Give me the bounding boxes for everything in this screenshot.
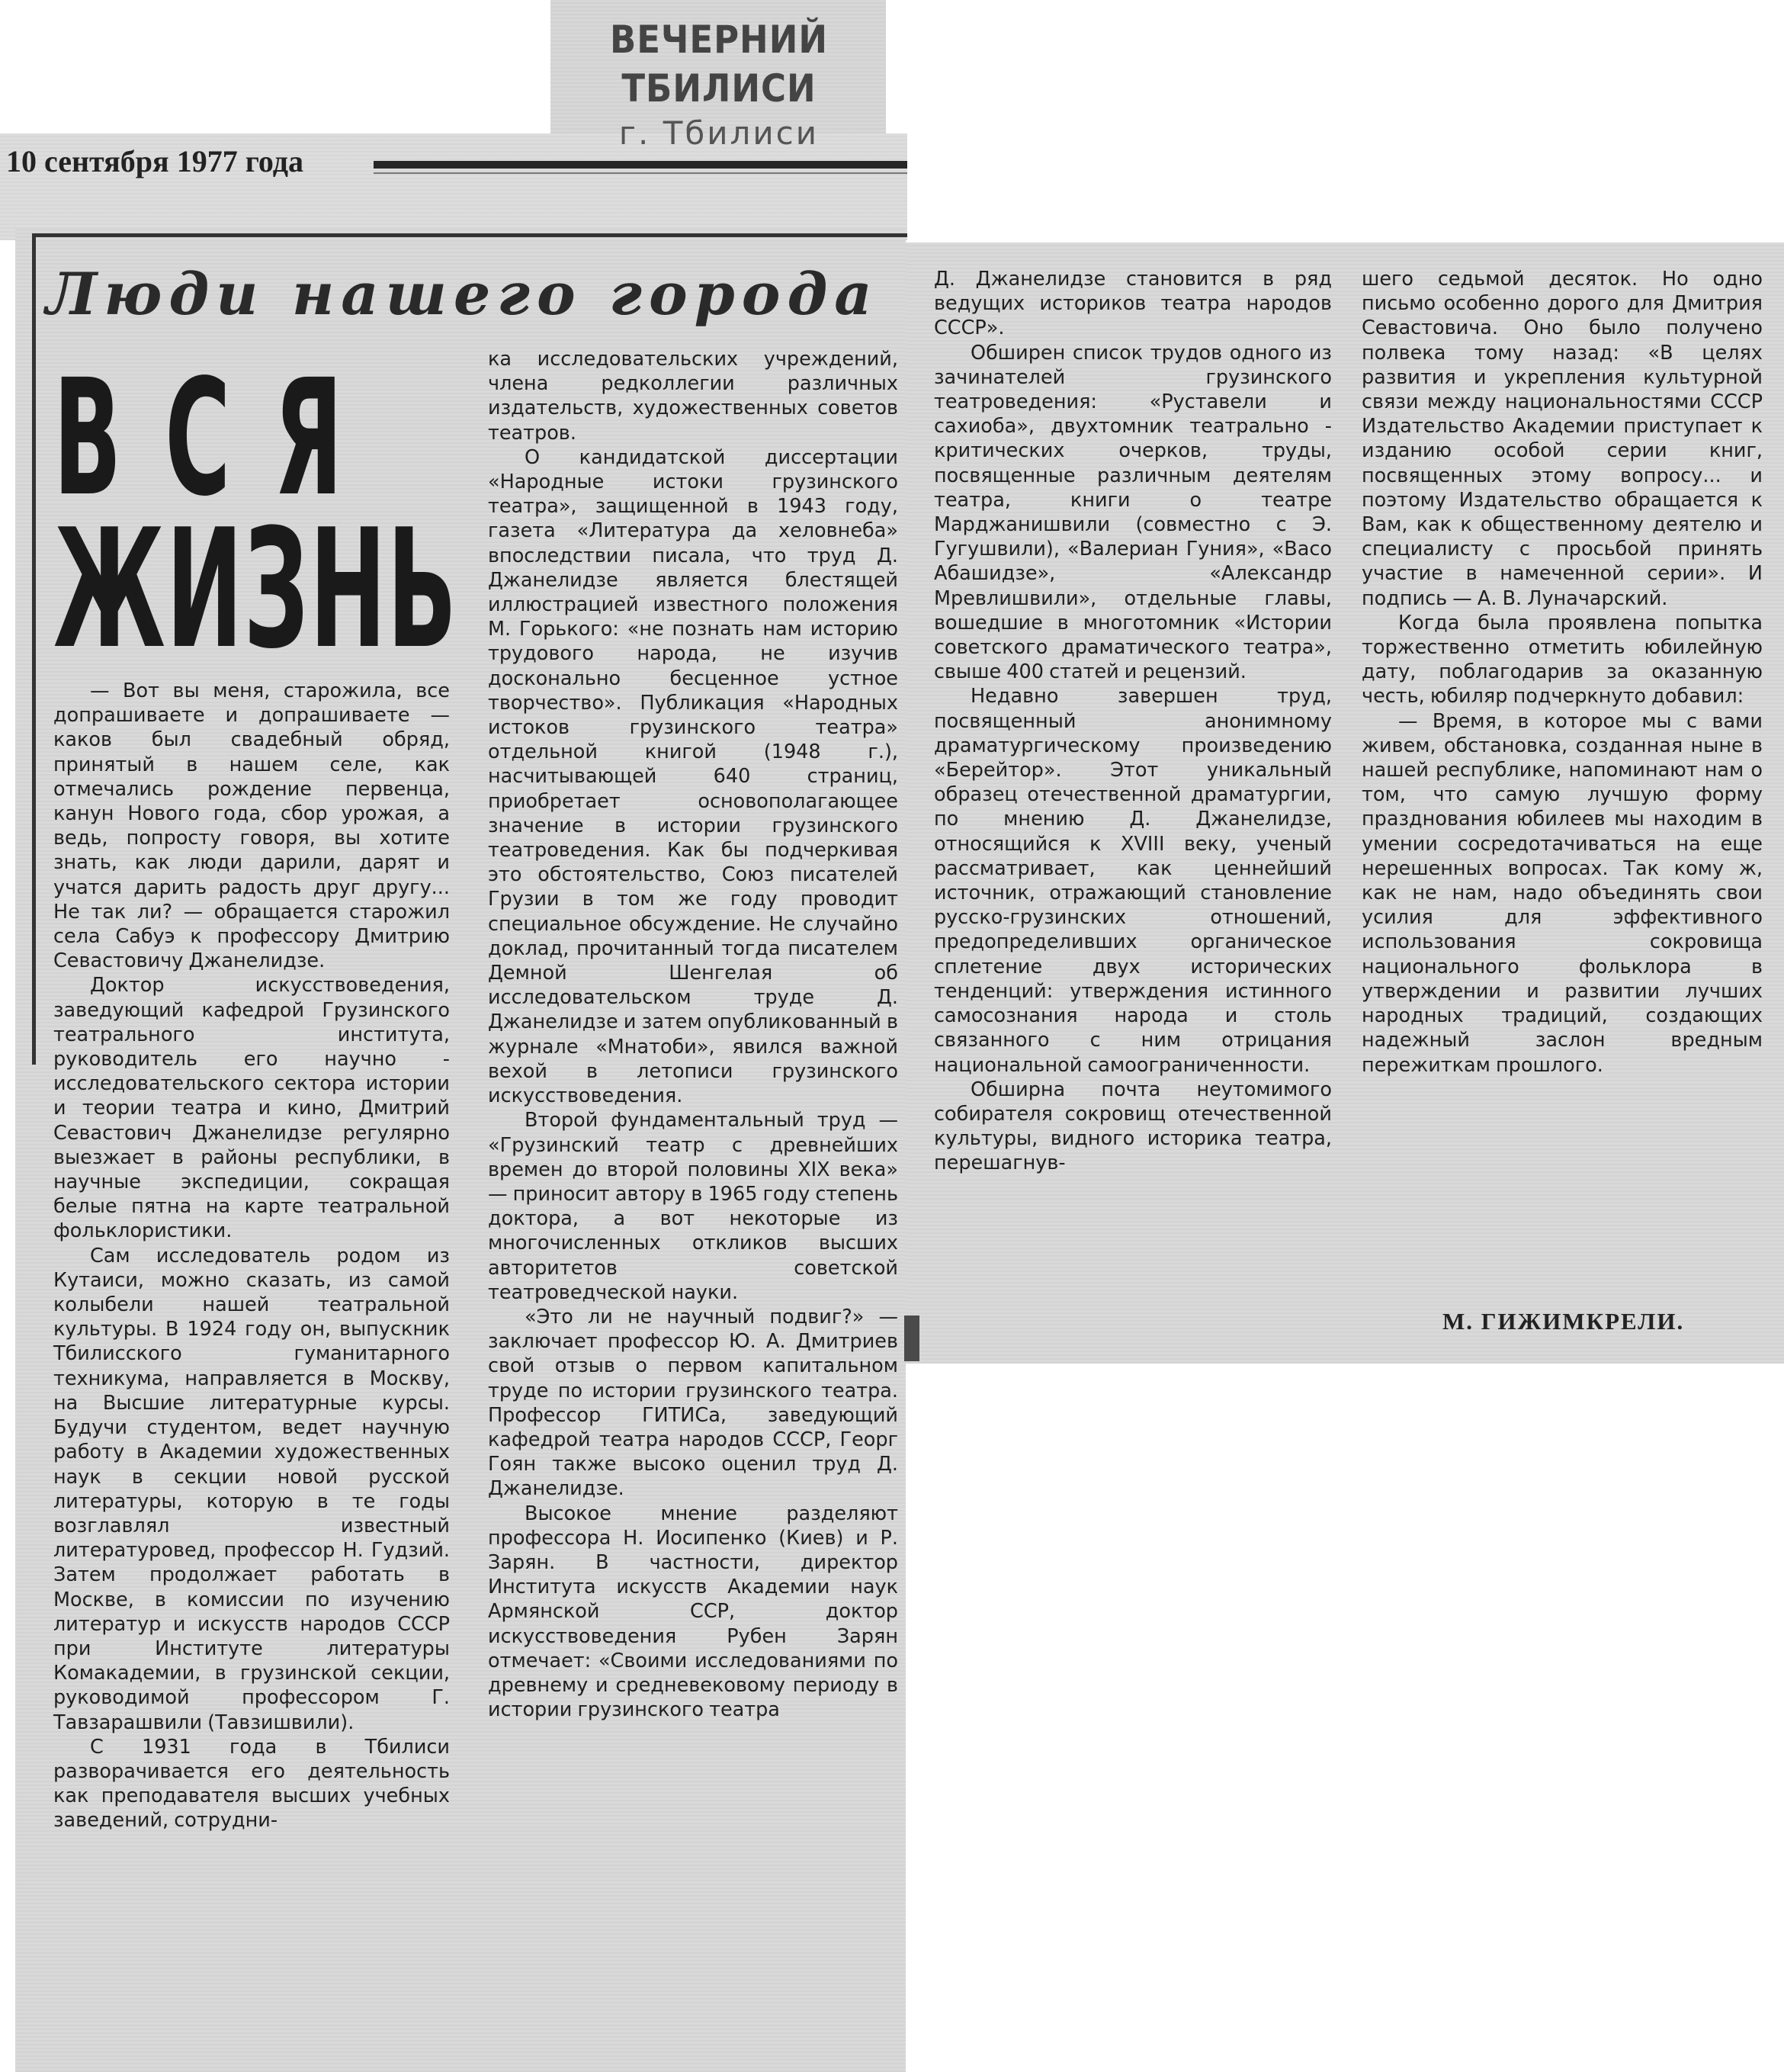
paragraph: ка исследовательских учреждений, члена редколлегии различных издательств, художественных советов театров. — [488, 348, 898, 445]
stamp-newspaper-name: ВЕЧЕРНИЙ ТБИЛИСИ — [609, 18, 828, 111]
paragraph: Доктор искусствоведения, заведующий кафедрой Грузинского театрального института, руководитель его научно - исследовательского сектора истории и теории театра и кино, Дмитрий Севастович Джанелидзе регулярно выезжает в районы республики, в научные экспедиции, сокращая белые пятна на карте театральной фольклористики. — [53, 974, 450, 1243]
paragraph: С 1931 года в Тбилиси разворачивается его деятельность как преподавателя высших учебных заведений, сотрудни- — [53, 1735, 450, 1833]
paragraph: Недавно завершен труд, посвященный анонимному драматургическому произведению «Берейтор». Этот уникальный образец отечественной драматургии, по мнению Д. Джанелидзе, относящийся к XVIII веку, ученый рассматривает, как ценнейший источник, отражающий становление русско-грузинских отношений, предопределивших органическое сплетение двух исторических тенденций: утверждения истинного самосознания народа и столь связанного с ним отрицания национальной самоограниченности. — [934, 685, 1332, 1077]
paragraph: Когда была проявлена попытка торжественно отметить юбилейную дату, поблагодарив за оказанную честь, юбиляр подчеркнуто добавил: — [1362, 611, 1763, 708]
article-column-1 — [53, 679, 450, 1833]
clipping-shadow — [904, 1315, 919, 1361]
article-column-4 — [1362, 267, 1763, 1078]
paragraph: «Это ли не научный подвиг?» — заключает профессор Ю. А. Дмитриев свой отзыв о первом капитальном труде по истории грузинского театра. Профессор ГИТИСа, заведующий кафедрой театра народов СССР, Георг Гоян также высоко оценил труд Д. Джанелидзе. — [488, 1305, 898, 1501]
paragraph: Сам исследователь родом из Кутаиси, можно сказать, из самой колыбели нашей театральной культуры. В 1924 году он, выпускник Тбилисского гуманитарного техникума, направляется в Москву, на Высшие литературные курсы. Будучи студентом, ведет научную работу в Академии художественных наук в секции новой русской литературы, которую в те годы возглавлял известный литературовед, профессор Н. Гудзий. Затем продолжает работать в Москве, в комиссии по изучению литератур и искусств народов СССР при Институте литературы Комакадемии, в грузинской секции, руководимой профессором Г. Тавзарашвили (Тавзишвили). — [53, 1244, 450, 1734]
paragraph: Обширна почта неутомимого собирателя сокровищ отечественной культуры, видного историка театра, перешагнув- — [934, 1078, 1332, 1175]
headline-line-2: ЖИЗНЬ — [53, 493, 458, 685]
paragraph: — Вот вы меня, старожила, все допрашиваете и допрашиваете — каков был свадебный обряд, принятый в нашем селе, как отмечались рождение первенца, канун Нового года, сбор урожая, а ведь, попросту говоря, вы хотите знать, как люди дарили, дарят и учатся дарить радость друг другу... Не так ли? — обращается старожил села Сабуэ к профессору Дмитрию Севастовичу Джанелидзе. — [53, 679, 450, 973]
rubric-heading: Люди нашего города — [46, 260, 879, 328]
paragraph: Д. Джанелидзе становится в ряд ведущих историков театра народов СССР». — [934, 268, 1332, 340]
frame-left-border — [32, 233, 36, 1065]
issue-date: 10 сентября 1977 года — [6, 144, 303, 178]
paragraph: шего седьмой десяток. Но одно письмо особенно дорого для Дмитрия Севастовича. Оно было получено полвека тому назад: «В целях развития и укрепления культурной связи между национальностями СССР Издательство Академии приступает к изданию особой серии книг, посвященных этому вопросу... и поэтому Издательство обращается к Вам, как к общественному деятелю и специалисту с просьбой принять участие в намеченной серии». И подпись — А. В. Луначарский. — [1362, 268, 1763, 610]
frame-top-border — [32, 233, 907, 237]
paragraph: Высокое мнение разделяют профессора Н. Иосипенко (Киев) и Р. Зарян. В частности, директор Института искусств Академии наук Армянской ССР, доктор искусствоведения Рубен Зарян отмечает: «Своими исследованиями по древнему и средневековому периоду в истории грузинского театра — [488, 1502, 898, 1722]
headline-line-1: ВСЯ — [53, 345, 387, 532]
article-column-3 — [934, 267, 1332, 1176]
paragraph: О кандидатской диссертации «Народные истоки грузинского театра», защищенной в 1943 году, газета «Литература да хеловнеба» впоследствии писала, что труд Д. Джанелидзе является блестящей иллюстрацией известного положения М. Горького: «не познать нам историю трудового народа, не изучив досконально бесценное устное творчество». Публикация «Народных истоков грузинского театра» отдельной книгой (1948 г.), насчитывающей 640 страниц, приобретает основополагающее значение в истории грузинского театроведения. Как бы подчеркивая это обстоятельство, Союз писателей Грузии в том же году проводит специальное обсуждение. Не случайно доклад, прочитанный тогда писателем Демной Шенгелая об исследовательском труде Д. Джанелидзе и затем опубликованный в журнале «Мнатоби», явился важной вехой в летописи грузинского искусствоведения. — [488, 445, 898, 1108]
paragraph: Второй фундаментальный труд — «Грузинский театр с древнейших времен до второй половины XIX века» — приносит автору в 1965 году степень доктора, а вот некоторые из многочисленных откликов высших авторитетов советской театроведческой науки. — [488, 1109, 898, 1304]
paragraph: Обширен список трудов одного из зачинателей грузинского театроведения: «Руставели и сахиоба», двухтомник театрально - критических очерков, труды, посвященные различным деятелям театра, книги о театре Марджанишвили (совместно с Э. Гугушвили), «Валериан Гуния», «Васо Абашидзе», «Александр Мревлишвили», отдельные главы, вошедшие в многотомник «Истории советского драматического театра», свыше 400 статей и рецензий. — [934, 341, 1332, 684]
article-column-2 — [488, 347, 898, 1722]
newspaper-stamp — [563, 15, 875, 154]
author-signature: М. ГИЖИМКРЕЛИ. — [1442, 1308, 1685, 1335]
stamp-city: г. Тбилиси — [618, 114, 820, 152]
date-rule-thick — [374, 161, 907, 169]
date-rule-thin — [374, 172, 907, 174]
paragraph: — Время, в которое мы с вами живем, обстановка, созданная ныне в нашей республике, напоминают нам о том, что самую лучшую форму празднования юбилеев мы находим в умении сосредотачиваться на еще нерешенных вопросах. Так кому ж, как не нам, надо объединять свои усилия для эффективного использования сокровища национального фольклора в утверждении и развитии лучших народных традиций, создающих надежный заслон вредным пережиткам прошлого. — [1362, 709, 1763, 1077]
